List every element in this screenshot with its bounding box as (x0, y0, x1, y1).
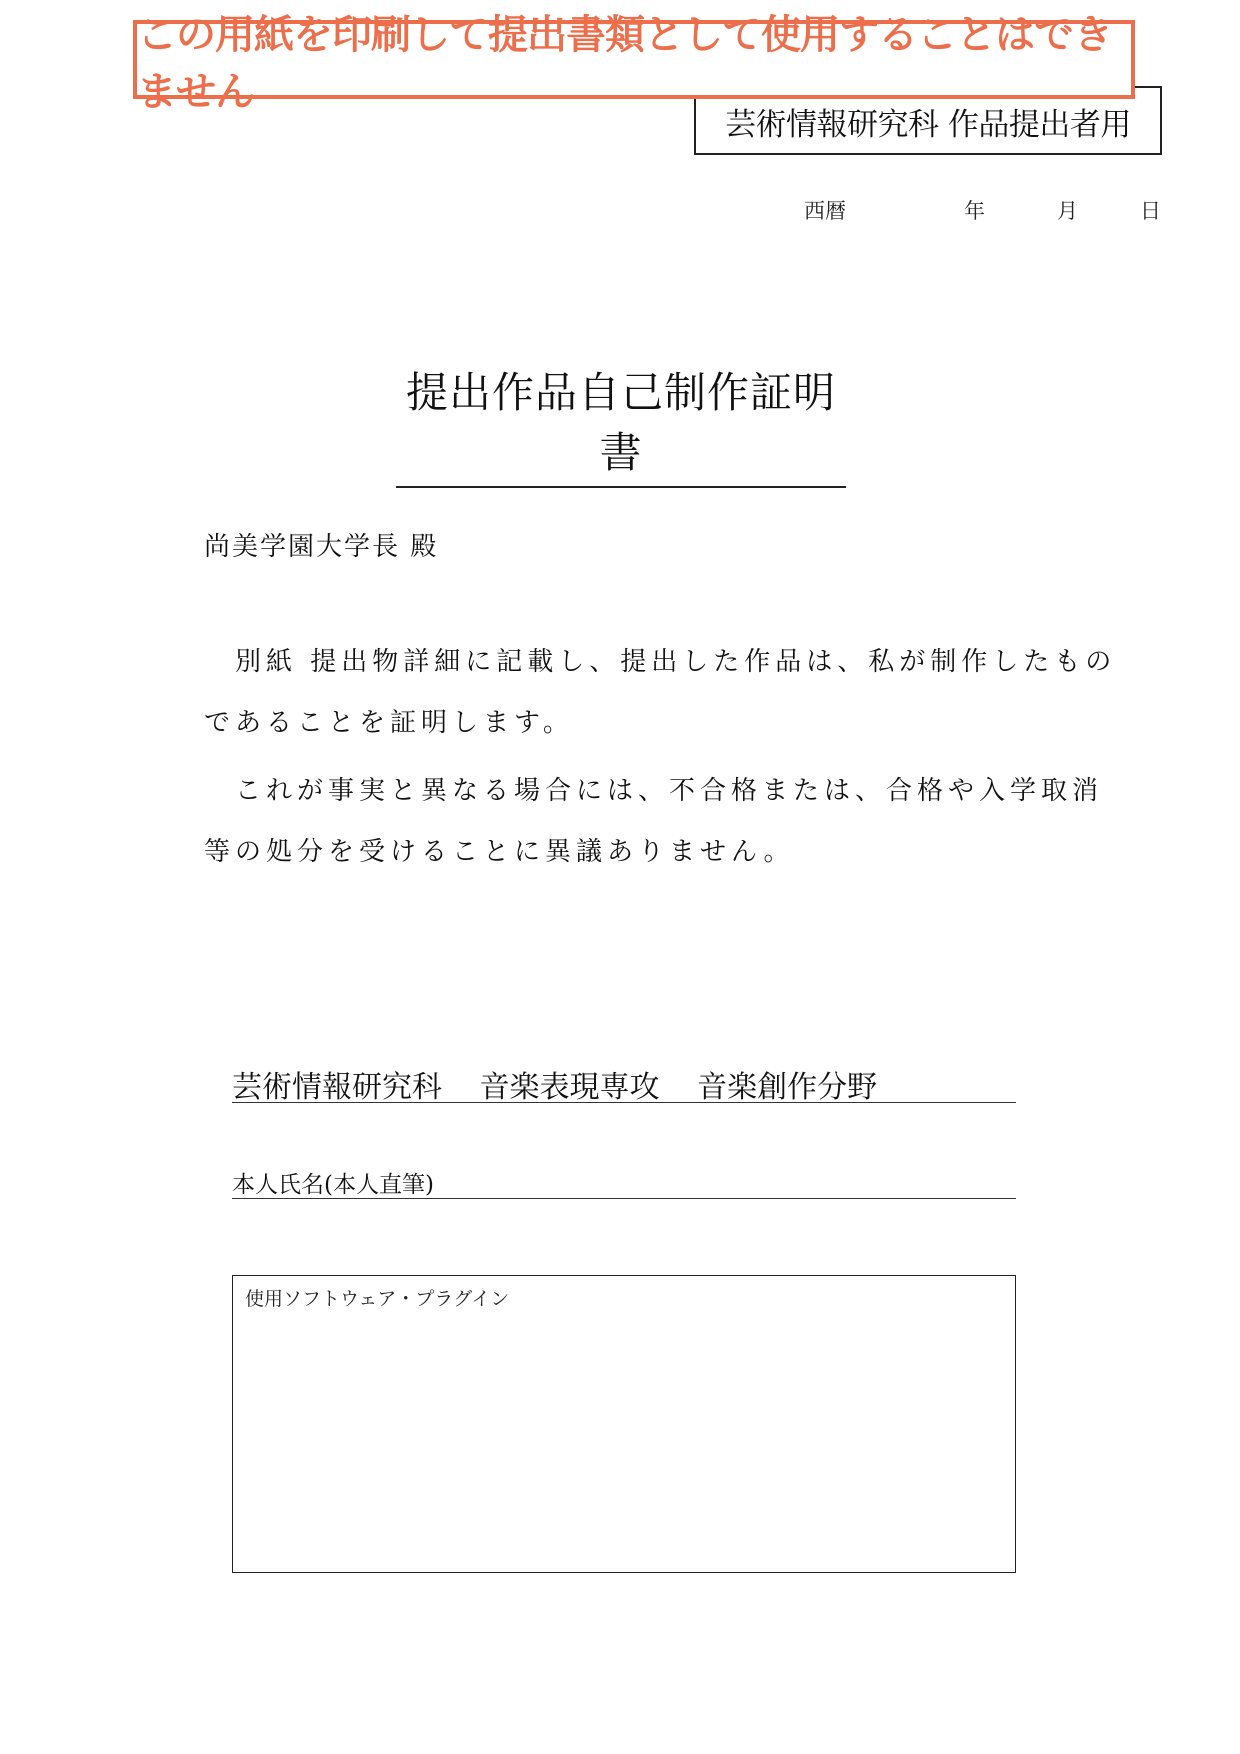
print-warning-banner: この用紙を印刷して提出書類として使用することはできません (133, 20, 1135, 99)
document-title: 提出作品自己制作証明書 (396, 360, 846, 488)
software-plugin-label: 使用ソフトウェア・プラグイン (245, 1288, 510, 1310)
affiliation-field (232, 1062, 1016, 1103)
signature-label: 本人氏名(本人直筆) (232, 1172, 434, 1198)
date-month-label: 月 (1057, 199, 1078, 223)
date-era-label: 西暦 (804, 199, 846, 223)
body-line: 等の処分を受けることに異議ありません。 (204, 837, 795, 867)
addressee: 尚美学園大学長 殿 (204, 532, 439, 562)
affiliation-field-name: 音楽創作分野 (697, 1070, 878, 1105)
signature-field[interactable] (232, 1166, 1016, 1199)
usage-label: 芸術情報研究科 作品提出者用 (725, 107, 1131, 143)
body-line: であることを証明します。 (204, 708, 574, 738)
affiliation-major: 音楽表現専攻 (479, 1070, 660, 1105)
body-line: 別紙 提出物詳細に記載し、提出した作品は、私が制作したもの (204, 647, 1117, 677)
body-line: これが事実と異なる場合には、不合格または、合格や入学取消 (204, 776, 1104, 806)
affiliation-school: 芸術情報研究科 (232, 1070, 442, 1105)
software-plugin-box[interactable] (232, 1275, 1016, 1573)
date-day-label: 日 (1140, 199, 1161, 223)
date-year-label: 年 (964, 199, 985, 223)
